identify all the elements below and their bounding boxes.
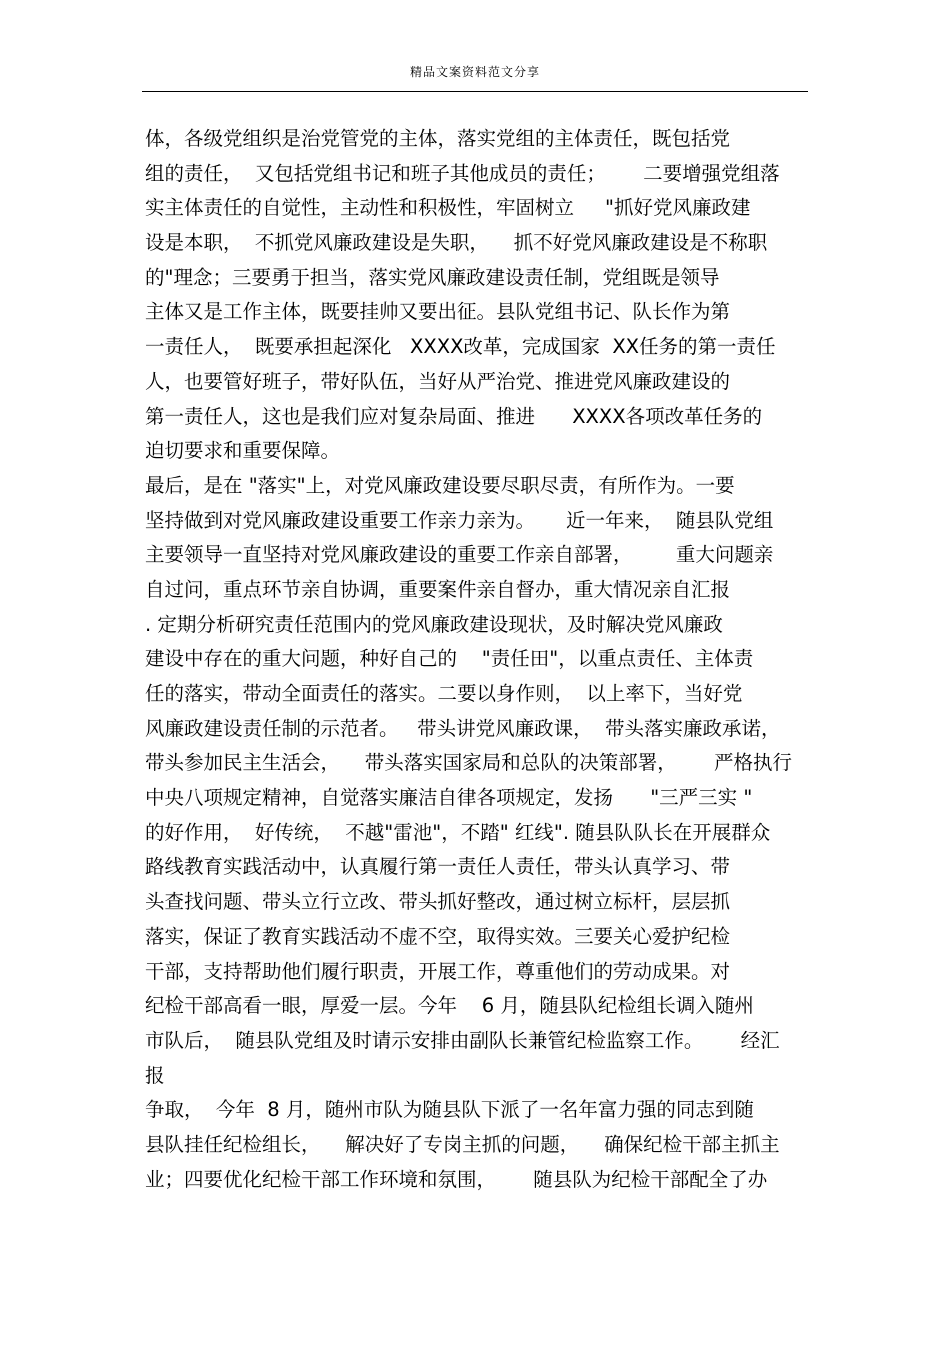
text-line: 业；四要优化纪检干部工作环境和氛围， 随县队为纪检干部配全了办 bbox=[145, 1167, 768, 1191]
text-line: 设是本职， 不抓党风廉政建设是失职， 抓不好党风廉政建设是不称职 bbox=[145, 231, 768, 255]
text-line: 的"理念；三要勇于担当，落实党风廉政建设责任制，党组既是领导 bbox=[145, 265, 720, 289]
text-line: 坚持做到对党风廉政建设重要工作亲力亲为。 近一年来， 随县队党组 bbox=[145, 508, 774, 532]
page-header: 精品文案资料范文分享 bbox=[409, 65, 540, 79]
text-line: 主要领导一直坚持对党风廉政建设的重要工作亲自部署， 重大问题亲 bbox=[145, 543, 774, 567]
text-line: 报 bbox=[145, 1063, 165, 1087]
text-line: . 定期分析研究责任范围内的党风廉政建设现状，及时解决党风廉政 bbox=[145, 612, 723, 636]
text-line: 争取， 今年 8 月，随州市队为随县队下派了一名年富力强的同志到随 bbox=[145, 1098, 754, 1122]
text-line: 带头参加民主生活会， 带头落实国家局和总队的决策部署， 严格执行 bbox=[145, 751, 792, 775]
text-line: 主体又是工作主体，既要挂帅又要出征。县队党组书记、队长作为第 bbox=[145, 300, 731, 324]
text-line: 自过问，重点环节亲自协调，重要案件亲自督办，重大情况亲自汇报 bbox=[145, 577, 731, 601]
document-body bbox=[145, 122, 810, 1197]
text-line: 迫切要求和重要保障。 bbox=[145, 439, 341, 463]
text-line: 干部，支持帮助他们履行职责，开展工作，尊重他们的劳动成果。对 bbox=[145, 959, 731, 983]
text-line: 一责任人， 既要承担起深化 XXXX改革，完成国家 XX任务的第一责任 bbox=[145, 335, 776, 359]
text-line: 路线教育实践活动中，认真履行第一责任人责任，带头认真学习、带 bbox=[145, 855, 731, 879]
text-line: 的好作用， 好传统， 不越"雷池"，不踏" 红线". 随县队队长在开展群众 bbox=[145, 820, 771, 844]
text-line: 中央八项规定精神，自觉落实廉洁自律各项规定，发扬 "三严三实 " bbox=[145, 786, 753, 810]
text-line: 市队后， 随县队党组及时请示安排由副队长兼管纪检监察工作。 经汇 bbox=[145, 1028, 780, 1052]
text-line: 最后，是在 "落实"上，对党风廉政建设要尽职尽责，有所作为。一要 bbox=[145, 473, 735, 497]
text-line: 风廉政建设责任制的示范者。 带头讲党风廉政课， 带头落实廉政承诺， bbox=[145, 716, 781, 740]
text-line: 实主体责任的自觉性，主动性和积极性，牢固树立 "抓好党风廉政建 bbox=[145, 196, 751, 220]
text-line: 体，各级党组织是治党管党的主体，落实党组的主体责任，既包括党 bbox=[145, 127, 731, 150]
header-divider bbox=[142, 91, 808, 92]
text-line: 建设中存在的重大问题，种好自己的 "责任田"，以重点责任、主体责 bbox=[145, 647, 754, 671]
text-line: 任的落实，带动全面责任的落实。二要以身作则， 以上率下，当好党 bbox=[145, 682, 743, 705]
text-line: 头查找问题、带头立行立改、带头抓好整改，通过树立标杆，层层抓 bbox=[145, 890, 731, 914]
text-line: 县队挂任纪检组长， 解决好了专岗主抓的问题， 确保纪检干部主抓主 bbox=[145, 1132, 780, 1156]
text-line: 纪检干部高看一眼，厚爱一层。今年 6 月，随县队纪检组长调入随州 bbox=[145, 994, 754, 1018]
text-line: 落实，保证了教育实践活动不虚不空，取得实效。三要关心爱护纪检 bbox=[145, 924, 731, 948]
text-line: 人，也要管好班子，带好队伍，当好从严治党、推进党风廉政建设的 bbox=[145, 369, 731, 393]
text-line: 第一责任人，这也是我们应对复杂局面、推进 XXXX各项改革任务的 bbox=[145, 404, 763, 428]
text-line: 组的责任， 又包括党组书记和班子其他成员的责任； 二要增强党组落 bbox=[145, 161, 780, 185]
